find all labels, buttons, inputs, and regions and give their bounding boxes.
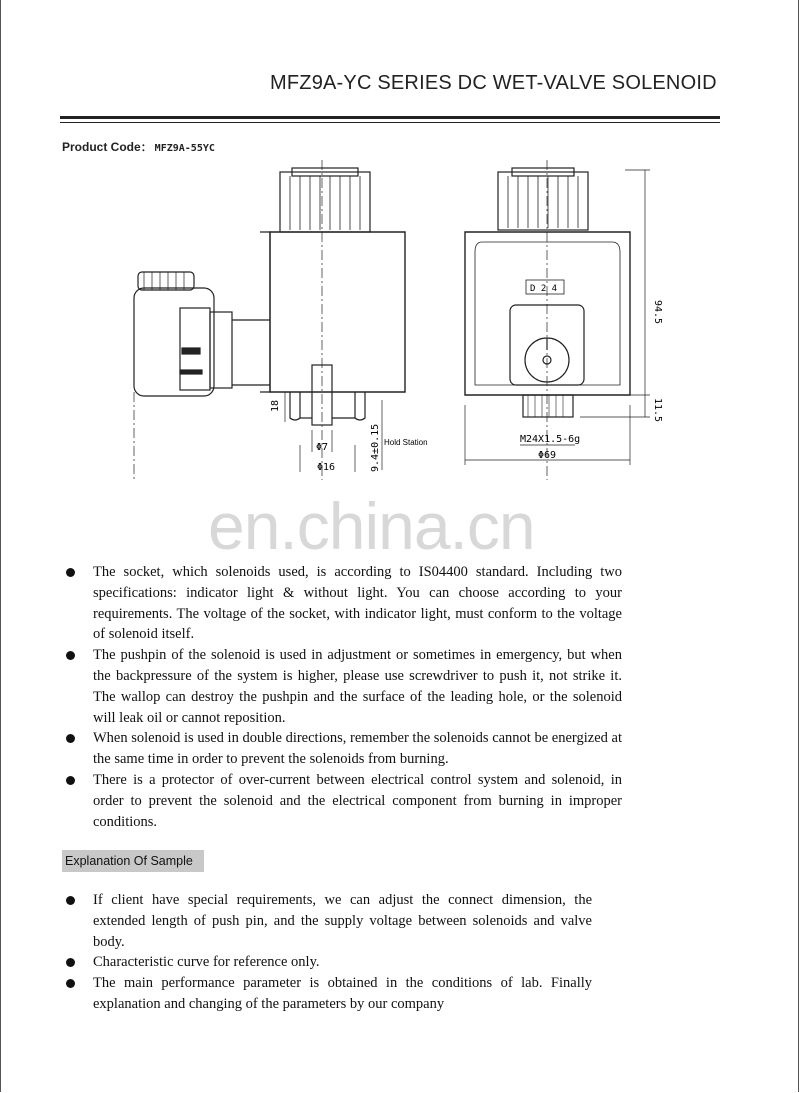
dim-phi16: Φ16 (317, 462, 336, 473)
product-code-label: Product Code： (62, 140, 153, 154)
page-title: MFZ9A-YC SERIES DC WET-VALVE SOLENOID (270, 72, 717, 94)
dim-stroke: 9.4±0.15 (370, 423, 381, 472)
note-item (62, 770, 622, 832)
notes-list (62, 562, 622, 832)
sample-heading: Explanation Of Sample (62, 850, 204, 872)
dim-hold-station: Hold Station (384, 438, 428, 447)
bullet-icon (66, 958, 75, 967)
side-view-connector (134, 288, 214, 396)
dim-thread: M24X1.5-6g (520, 434, 581, 445)
bullet-icon (66, 979, 75, 988)
dim-18: 18 (270, 399, 281, 412)
side-view-nut (280, 172, 370, 232)
note-item (62, 562, 622, 645)
sample-item (62, 973, 592, 1015)
front-view-nut (498, 172, 588, 230)
solenoid-technical-drawing (120, 160, 680, 490)
note-text: The socket, which solenoids used, is according to IS04400 standard. Including two specifications: indicator light & without light. You can choose according to your requirements. The voltage of the socket, with indicator light, must conform to the voltage of solenoid itself. (93, 564, 622, 643)
note-text: There is a protector of over-current between electrical control system and solenoid, in order to prevent the solenoid and the electrical component from burning in improper conditions. (93, 771, 622, 830)
bullet-icon (66, 734, 75, 743)
dim-94-5: 94.5 (652, 300, 663, 325)
product-code (62, 138, 215, 155)
side-view-tube (290, 392, 300, 420)
sample-item (62, 890, 592, 952)
note-item (62, 645, 622, 728)
bullet-icon (66, 568, 75, 577)
sample-item (62, 952, 592, 973)
bullet-icon (66, 776, 75, 785)
side-view-coil-body (270, 232, 405, 392)
title-rule-thin (60, 122, 720, 123)
dim-phi69: Φ69 (538, 450, 557, 461)
sample-list (62, 890, 592, 1015)
bullet-icon (66, 896, 75, 905)
dim-phi7: Φ7 (316, 442, 329, 453)
dim-label-box: D 2 4 (530, 284, 558, 294)
front-view-body (465, 232, 630, 395)
note-item (62, 728, 622, 770)
note-text: The pushpin of the solenoid is used in adjustment or sometimes in emergency, but when the backpressure of the system is higher, please use screwdriver to push it, not strike it. The wallop can destroy the pushpin and the surface of the leading hole, or the solenoid will leak oil or cannot reposition. (93, 647, 622, 726)
sample-text: Characteristic curve for reference only. (93, 954, 320, 971)
bullet-icon (66, 651, 75, 660)
title-rule-thick (60, 116, 720, 119)
watermark: en.china.cn (208, 489, 535, 563)
front-view-thread (523, 395, 573, 417)
sample-text: If client have special requirements, we can adjust the connect dimension, the extended length of push pin, and the supply voltage between solenoids and valve body. (93, 892, 592, 950)
dim-11-5: 11.5 (652, 398, 663, 423)
sample-text: The main performance parameter is obtained in the conditions of lab. Finally explanation and changing of the parameters by our company (93, 975, 592, 1012)
product-code-value: MFZ9A-55YC (154, 143, 215, 154)
note-text: When solenoid is used in double directions, remember the solenoids cannot be energized at the same time in order to prevent the solenoids from burning. (93, 730, 622, 768)
